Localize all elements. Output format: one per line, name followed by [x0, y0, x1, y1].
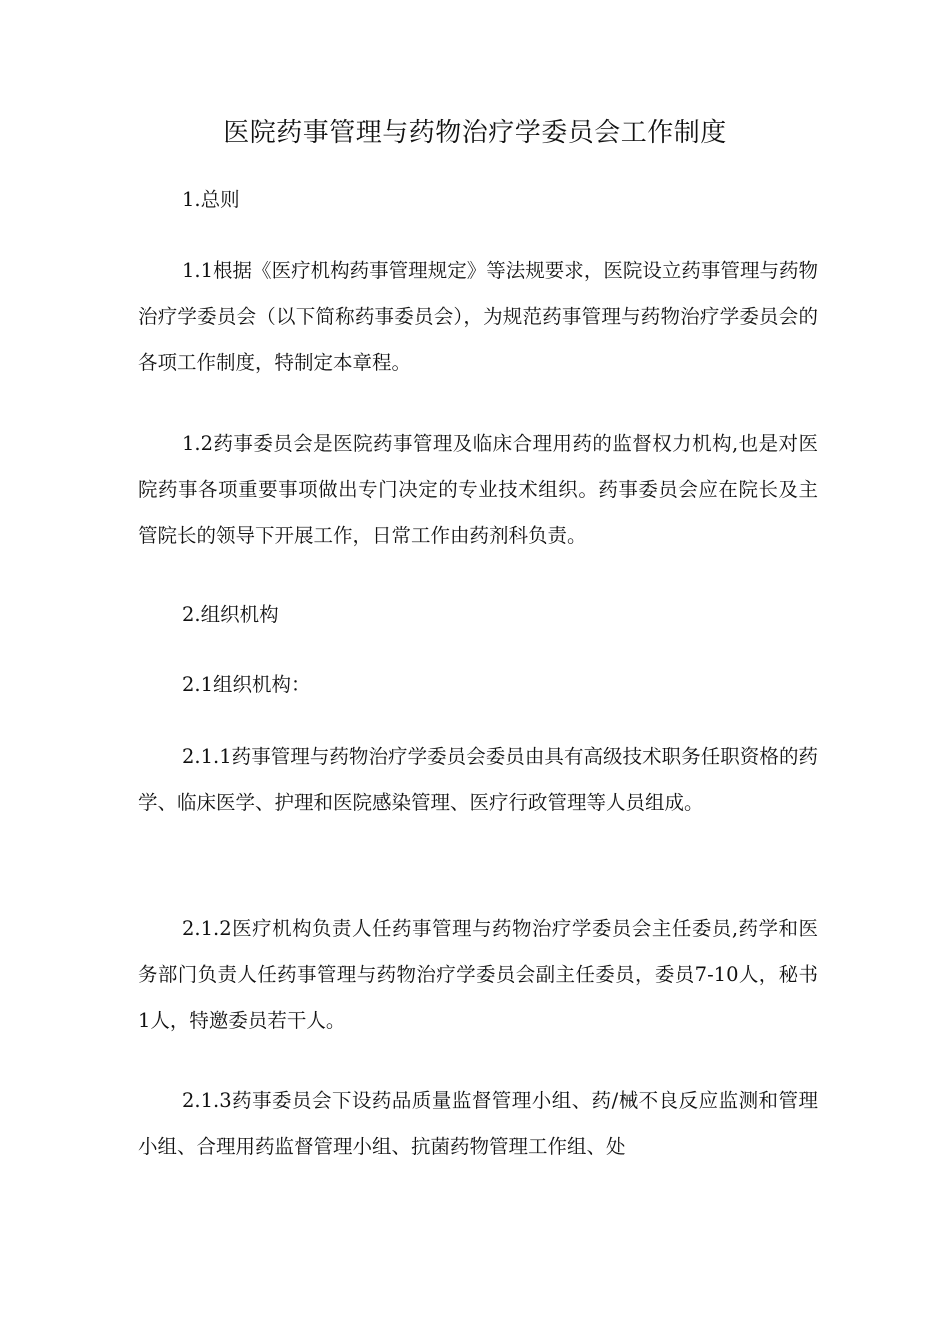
paragraph-2-1-2: 2.1.2医疗机构负责人任药事管理与药物治疗学委员会主任委员,药学和医务部门负责人任药事管理与药物治疗学委员会副主任委员，委员7-10人，秘书1人，特邀委员若干人。 — [138, 917, 818, 1032]
paragraph-2-1-3: 2.1.3药事委员会下设药品质量监督管理小组、药/械不良反应监测和管理小组、合理用药监督管理小组、抗菌药物管理工作组、处 — [138, 1089, 818, 1158]
paragraph-2-1-1: 2.1.1药事管理与药物治疗学委员会委员由具有高级技术职务任职资格的药学、临床医学、护理和医院感染管理、医疗行政管理等人员组成。 — [138, 745, 818, 814]
paragraph-1-2: 1.2药事委员会是医院药事管理及临床合理用药的监督权力机构,也是对医院药事各项重要事项做出专门决定的专业技术组织。药事委员会应在院长及主管院长的领导下开展工作，日常工作由药剂科负责。 — [138, 432, 818, 547]
document-title: 医院药事管理与药物治疗学委员会工作制度 — [223, 118, 727, 148]
paragraph-1-1: 1.1根据《医疗机构药事管理规定》等法规要求，医院设立药事管理与药物治疗学委员会（以下简称药事委员会），为规范药事管理与药物治疗学委员会的各项工作制度，特制定本章程。 — [138, 259, 818, 374]
subsection-heading-organization: 2.1组织机构： — [182, 673, 311, 696]
section-heading-organization: 2.组织机构 — [182, 603, 279, 626]
section-heading-general: 1.总则 — [182, 188, 240, 211]
